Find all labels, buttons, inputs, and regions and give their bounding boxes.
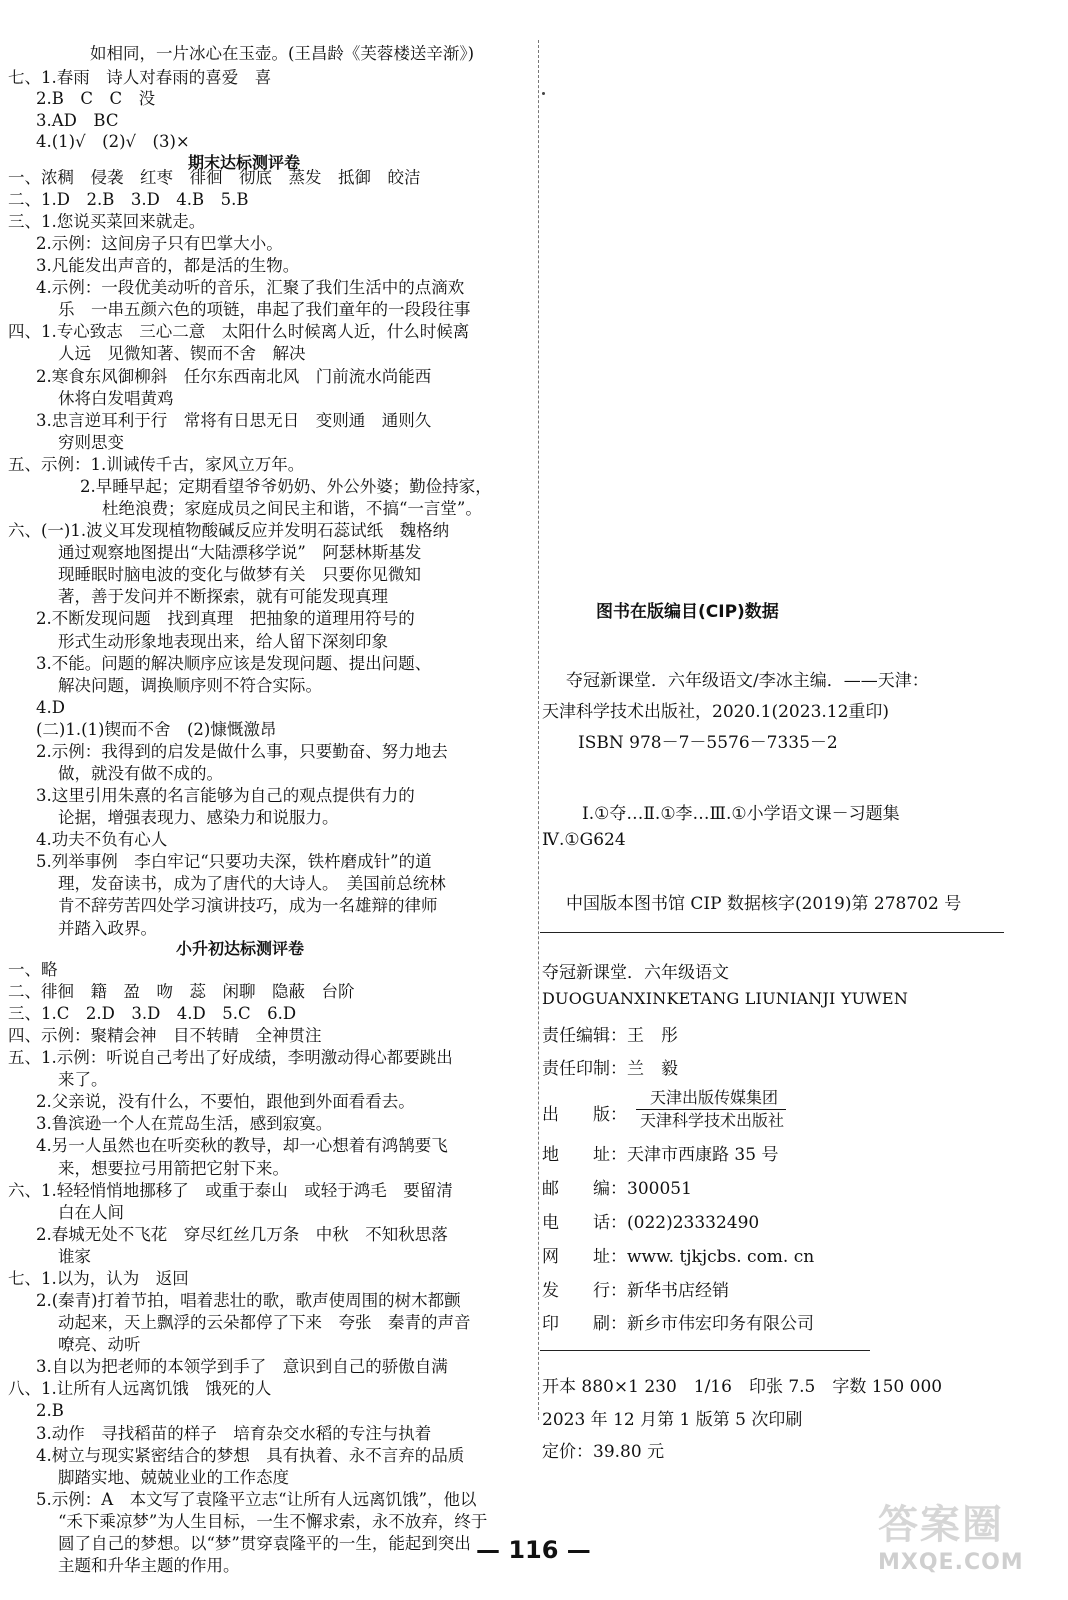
answer-line: 2.示例：我得到的启发是做什么事，只要勤奋、努力地去 [36,741,448,761]
answer-line: 3.这里引用朱熹的名言能够为自己的观点提供有力的 [36,786,415,806]
publisher-house: 天津科学技术出版社 [640,1111,785,1130]
column-divider [538,40,539,1420]
answer-line: 白在人间 [58,1202,124,1222]
cip-line1: 夺冠新课堂．六年级语文/李冰主编．——天津： [566,671,929,691]
answer-line: 三、1.C 2.D 3.D 4.D 5.C 6.D [8,1004,297,1023]
print-manager-row [542,1054,678,1079]
answer-line: 2.示例：这间房子只有巴掌大小。 [36,234,283,254]
publisher-group: 天津出版传媒集团 [636,1088,786,1110]
zip-label: 邮 编： [542,1179,627,1199]
answer-line: 八、1.让所有人远离饥饿 饿死的人 [8,1379,272,1399]
section-title: 期末达标测评卷 [188,152,301,172]
answer-line: 五、示例：1.训诫传千古，家风立万年。 [8,454,305,474]
page-number: — 116 — [476,1536,591,1564]
answer-line: 六、(一)1.波义耳发现植物酸碱反应并发明石蕊试纸 魏格纳 [8,521,450,541]
answer-line: 圆了自己的梦想。以“梦”贯穿袁隆平的一生，能起到突出 [58,1533,471,1553]
imprint-rule [540,1350,870,1351]
distribution-row [542,1276,729,1301]
answer-line: 动起来，天上飘浮的云朵都停了下来 夸张 秦青的声音 [58,1313,471,1333]
answer-line: 通过观察地图提出“大陆漂移学说” 阿瑟林斯基发 [58,543,422,563]
answer-line: 2.(秦青)打着节拍，唱着悲壮的歌，歌声使周围的树木都颤 [36,1291,461,1311]
answer-line: 人远 见微知著、锲而不舍 解决 [58,344,306,364]
mark-dot [542,92,545,95]
print-manager-label: 责任印制： [542,1059,627,1079]
answer-line: 谁家 [58,1246,91,1266]
distribution-value: 新华书店经销 [627,1281,729,1301]
answer-line: “禾下乘凉梦”为人生目标，一生不懈求索，永不放弃，终于 [58,1511,488,1531]
answer-line: 休将白发唱黄鸡 [58,388,174,408]
answer-line: 七、1.春雨 诗人对春雨的喜爱 喜 [8,68,272,87]
answer-line: 2.早睡早起；定期看望爷爷奶奶、外公外婆；勤俭持家， [80,476,492,496]
answer-line: 四、1.专心致志 三心二意 太阳什么时候离人近，什么时候离 [8,322,470,342]
answer-line: 四、示例：聚精会神 目不转睛 全神贯注 [8,1026,322,1046]
price-line: 定价：39.80 元 [542,1442,665,1462]
format-line: 开本 880×1 230 1/16 印张 7.5 字数 150 000 [542,1377,943,1397]
answer-line: 著，善于发问并不断探索，就有可能发现真理 [58,587,388,607]
editor-row [542,1021,678,1046]
answer-line: 三、1.您说买菜回来就走。 [8,212,206,231]
cip-title: 图书在版编目(CIP)数据 [596,602,779,622]
answer-line: 一、浓稠 侵袭 红枣 徘徊 彻底 蒸发 抵御 皎洁 [8,167,421,187]
printing-value: 新乡市伟宏印务有限公司 [627,1314,814,1334]
edition-line: 2023 年 12 月第 1 版第 5 次印刷 [542,1410,803,1430]
watermark-url: MXQE.COM [878,1550,1024,1575]
answer-line: 做，就没有做不成的。 [58,764,223,783]
cip-class2: Ⅳ.①G624 [542,830,626,850]
answer-line: 3.不能。问题的解决顺序应该是发现问题、提出问题、 [36,653,432,673]
editor-label: 责任编辑： [542,1026,627,1046]
answer-line: 并踏入政界。 [58,918,157,938]
answer-line: 七、1.以为，认为 返回 [8,1268,189,1288]
answer-line: 2.不断发现问题 找到真理 把抽象的道理用符号的 [36,609,415,629]
answer-line: 2.春城无处不飞花 穿尽红丝几万条 中秋 不知秋思落 [36,1224,448,1244]
answer-line: 杜绝浪费；家庭成员之间民主和谐，不搞“一言堂”。 [102,499,482,519]
print-manager-name: 兰 毅 [627,1059,678,1079]
answer-line: 脚踏实地、兢兢业业的工作态度 [58,1467,289,1487]
answer-line: 解决问题，调换顺序则不符合实际。 [58,675,322,695]
answer-line: 3.AD BC [36,111,119,131]
answer-line: 主题和升华主题的作用。 [58,1556,240,1575]
answer-line: 3.自以为把老师的本领学到手了 意识到自己的骄傲自满 [36,1357,448,1377]
answer-line: 来，想要拉弓用箭把它射下来。 [58,1158,289,1178]
answer-line: 一、略 [8,959,58,979]
watermark-text: 答案圈 [878,1502,1004,1548]
answer-line: 论据，增强表现力、感染力和说服力。 [58,808,339,828]
answer-line: 来了。 [58,1070,108,1090]
address-label: 地 址： [542,1145,627,1165]
answer-line: 2.父亲说，没有什么，不要怕，跟他到外面看看去。 [36,1092,415,1112]
editor-name: 王 彤 [627,1026,678,1046]
answer-line: 4.(1)√ (2)√ (3)× [36,132,190,152]
printing-label: 印 刷： [542,1314,627,1334]
cip-class1: Ⅰ.①夺…Ⅱ.①李…Ⅲ.①小学语文课－习题集 [582,804,900,824]
phone-row [542,1208,759,1233]
answer-line: 3.凡能发出声音的，都是活的生物。 [36,256,300,276]
answer-line: 五、1.示例：听说自己考出了好成绩，李明激动得心都要跳出 [8,1048,453,1068]
answer-line: 2.B C C 没 [36,89,156,109]
answer-line: 3.忠言逆耳利于行 常将有日思无日 变则通 通则久 [36,410,432,430]
cip-line2: 天津科学技术出版社，2020.1(2023.12重印) [542,702,890,722]
address-value: 天津市西康路 35 号 [627,1145,779,1165]
answer-line: 4.示例：一段优美动听的音乐，汇聚了我们生活中的点滴欢 [36,278,465,298]
answer-line: 二、1.D 2.B 3.D 4.B 5.B [8,189,249,209]
cip-verify: 中国版本图书馆 CIP 数据核字(2019)第 278702 号 [566,894,962,914]
printing-row [542,1309,814,1334]
distribution-label: 发 行： [542,1281,627,1301]
answer-line: 4.功夫不负有心人 [36,830,168,850]
answer-line: 3.鲁滨逊一个人在荒岛生活，感到寂寞。 [36,1114,333,1134]
zip-row [542,1174,692,1199]
answer-line: 5.列举事例 李白牢记“只要功夫深，铁杵磨成针”的道 [36,852,432,872]
address-row [542,1140,778,1165]
answer-line: 肯不辞劳苦四处学习演讲技巧，成为一名雄辩的律师 [58,896,438,916]
web-value: www. tjkjcbs. com. cn [627,1247,815,1267]
phone-label: 电 话： [542,1213,627,1233]
answer-line: 3.动作 寻找稻苗的样子 培育杂交水稻的专注与执着 [36,1423,432,1443]
zip-value: 300051 [627,1179,692,1199]
answer-line: 现睡眠时脑电波的变化与做梦有关 只要你见微知 [58,565,421,585]
answer-line: 乐 一串五颜六色的项链，串起了我们童年的一段段往事 [58,300,471,320]
answer-line: 六、1.轻轻悄悄地挪移了 或重于泰山 或轻于鸿毛 要留清 [8,1180,453,1200]
answer-line: 5.示例：A 本文写了袁隆平立志“让所有人远离饥饿”，他以 [36,1489,477,1509]
phone-value: (022)23332490 [627,1213,760,1233]
publisher-label: 出 版： [542,1105,627,1125]
answer-line: 4.另一人虽然也在听奕秋的教导，却一心想着有鸿鹄要飞 [36,1136,448,1156]
answer-line: 穷则思变 [58,432,124,452]
web-row [542,1242,814,1267]
cip-isbn: ISBN 978－7－5576－7335－2 [578,733,838,753]
book-title-cn: 夺冠新课堂．六年级语文 [542,963,729,983]
answer-line: 2.B [36,1401,64,1421]
web-label: 网 址： [542,1247,627,1267]
section-title: 小升初达标测评卷 [176,938,305,958]
answer-line: 形式生动形象地表现出来，给人留下深刻印象 [58,631,388,651]
answer-line: 4.树立与现实紧密结合的梦想 具有执着、永不言弃的品质 [36,1445,465,1465]
answer-line: 嘹亮、动听 [58,1335,141,1355]
cip-rule [540,932,1004,933]
answer-line: 理，发奋读书，成为了唐代的大诗人。 美国前总统林 [58,874,446,894]
answer-line: 二、徘徊 籍 盈 吻 蕊 闲聊 隐蔽 台阶 [8,981,355,1001]
answer-line: 4.D [36,697,65,717]
book-title-pinyin: DUOGUANXINKETANG LIUNIANJI YUWEN [542,989,909,1008]
answer-line: 2.寒食东风御柳斜 任尔东西南北风 门前流水尚能西 [36,366,432,386]
answer-line: 如相同，一片冰心在玉壶。(王昌龄《芙蓉楼送辛渐》) [90,44,475,63]
answer-line: (二)1.(1)锲而不舍 (2)慷慨激昂 [36,719,277,739]
watermark-logo [878,1493,1058,1588]
publisher-box [636,1088,786,1131]
